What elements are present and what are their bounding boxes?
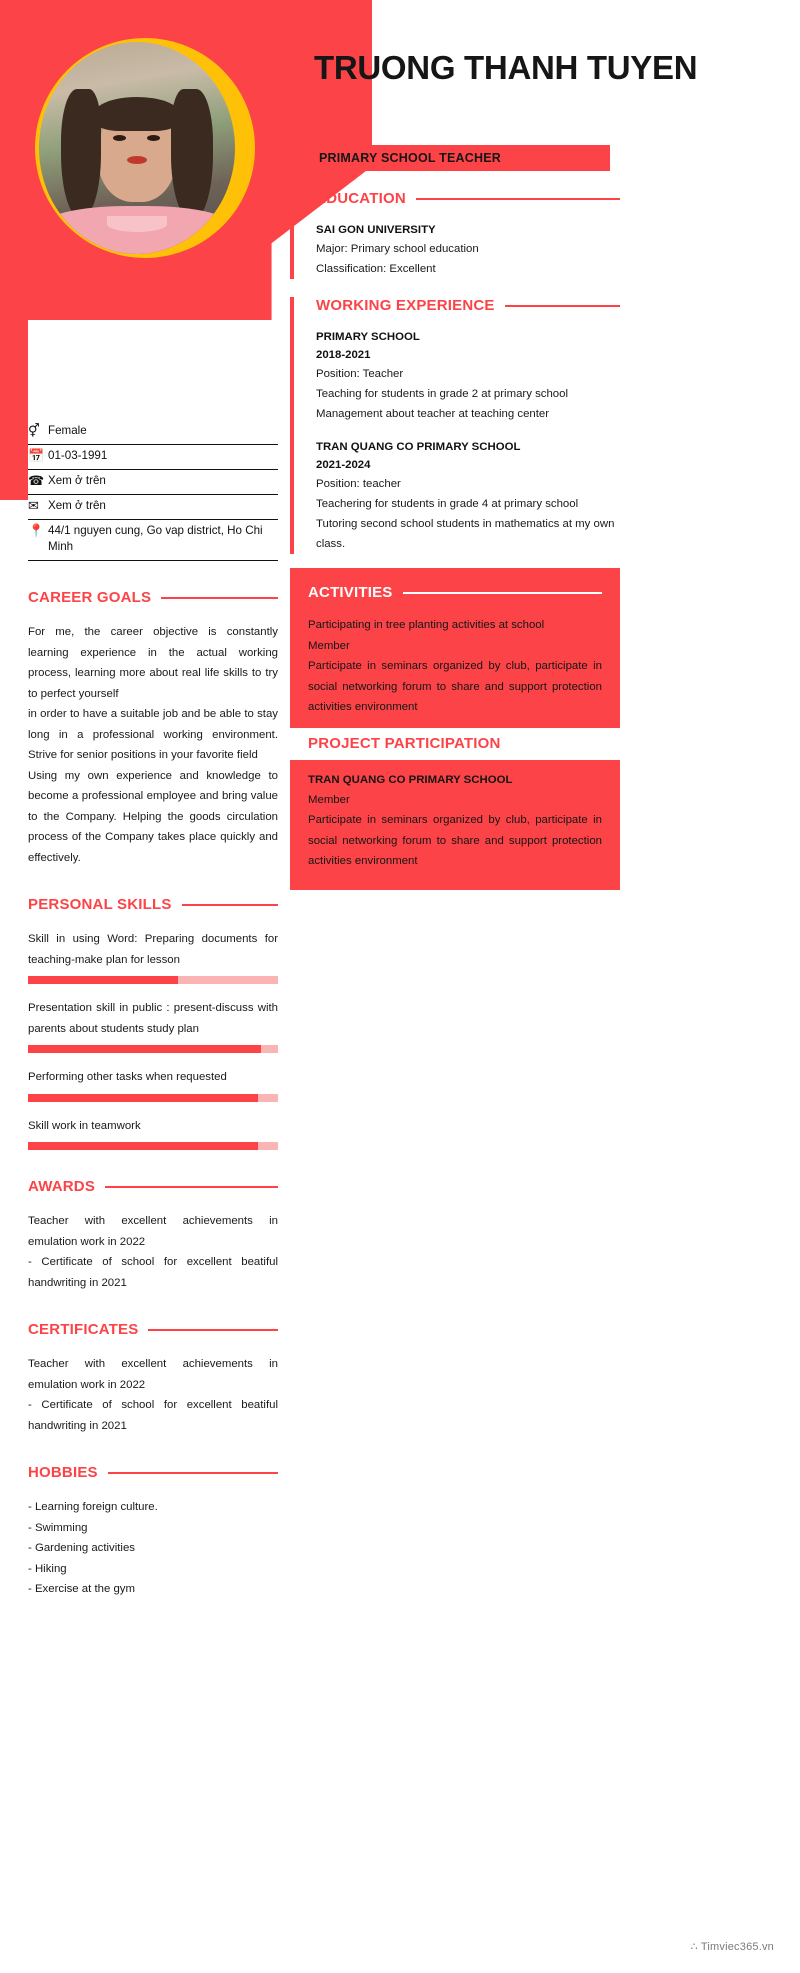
skill-bar-fill (28, 1094, 258, 1102)
experience-org: TRAN QUANG CO PRIMARY SCHOOL (316, 441, 521, 453)
section-career-goals (28, 589, 278, 868)
experience-period: 2021-2024 (316, 459, 371, 471)
skill-bar-track (28, 976, 278, 984)
paragraph: Participate in seminars organized by club, participate in social networking forum to share and support protection activities environment (308, 814, 602, 867)
contact-list (28, 420, 278, 561)
contact-value: Xem ở trên (48, 499, 106, 512)
education-accent (290, 190, 294, 279)
right-column (290, 190, 620, 890)
experience-line: Position: teacher (316, 478, 401, 490)
personal-skills-header (28, 896, 278, 913)
section-certificates (28, 1321, 278, 1436)
skill-bar-track (28, 1142, 278, 1150)
skill-item (28, 998, 278, 1053)
phone-icon: ☎ (28, 473, 45, 488)
skill-bar-track (28, 1045, 278, 1053)
activities-header (308, 584, 602, 601)
education-major: Major: Primary school education (316, 243, 479, 255)
experience-line: Tutoring second school students in mathematics at my own class. (316, 518, 615, 550)
hobbies-header (28, 1464, 278, 1481)
experience-period: 2018-2021 (316, 349, 371, 361)
awards-header (28, 1178, 278, 1195)
paragraph: - Certificate of school for excellent beatiful handwriting in 2021 (28, 1256, 278, 1289)
paragraph: For me, the career objective is constantly learning experience in the actual working process, learning more about real life skills to try to perfect yourself (28, 626, 278, 700)
career-goals-header (28, 589, 278, 606)
section-working-experience (290, 297, 620, 554)
paragraph: Using my own experience and knowledge to become a professional employee and bring value to the Company. Helping the goods circulation process of the Company takes place quickly and effectively. (28, 769, 278, 864)
hobbies-heading: HOBBIES (28, 1464, 98, 1481)
awards-heading: AWARDS (28, 1178, 96, 1195)
heading-rule (182, 904, 278, 906)
certificates-text (28, 1354, 278, 1436)
personal-skills-heading: PERSONAL SKILLS (28, 896, 172, 913)
experience-line: Position: Teacher (316, 368, 404, 380)
job-title-band (314, 145, 610, 171)
awards-text (28, 1211, 278, 1293)
hobbies-list (28, 1497, 278, 1600)
section-hobbies (28, 1464, 278, 1600)
contact-row[interactable] (28, 470, 278, 495)
education-classification: Classification: Excellent (316, 263, 436, 275)
education-header (316, 190, 620, 207)
heading-rule (105, 1186, 278, 1188)
experience-line: Teachering for students in grade 4 at primary school (316, 498, 579, 510)
skill-label: Skill work in teamwork (28, 1119, 141, 1132)
paragraph: Participate in seminars organized by club, participate in social networking forum to share and support protection activities environment (308, 660, 602, 713)
skill-bar-fill (28, 1045, 261, 1053)
education-entry (316, 221, 620, 279)
certificates-heading: CERTIFICATES (28, 1321, 139, 1338)
paragraph: Member (308, 639, 350, 652)
contact-value: 01-03-1991 (48, 449, 108, 462)
hobby-item: - Gardening activities (28, 1542, 135, 1554)
experience-entry (316, 438, 620, 554)
heading-rule (161, 597, 278, 599)
email-icon: ✉ (28, 498, 39, 513)
activities-text (308, 615, 602, 718)
career-goals-heading: CAREER GOALS (28, 589, 152, 606)
section-education (290, 190, 620, 279)
heading-rule (148, 1329, 278, 1331)
skill-item (28, 1116, 278, 1151)
contact-value: Female (48, 424, 87, 437)
skills-list (28, 929, 278, 1150)
section-personal-skills (28, 896, 278, 1150)
section-activities (290, 568, 620, 890)
contact-value: Xem ở trên (48, 474, 106, 487)
skill-item (28, 929, 278, 984)
contact-row[interactable] (28, 445, 278, 470)
contact-value: 44/1 nguyen cung, Go vap district, Ho Chi Minh (48, 524, 263, 553)
skill-label: Performing other tasks when requested (28, 1071, 227, 1083)
skill-bar-fill (28, 976, 178, 984)
left-column (28, 420, 278, 1600)
heading-rule (505, 305, 620, 307)
profile-photo (35, 38, 255, 258)
certificates-header (28, 1321, 278, 1338)
heading-rule (416, 198, 620, 200)
skill-bar-fill (28, 1142, 258, 1150)
paragraph: Member (308, 793, 350, 806)
contact-row[interactable] (28, 495, 278, 520)
hobby-item: - Swimming (28, 1521, 88, 1534)
education-heading: EDUCATION (316, 190, 406, 207)
activities-heading: ACTIVITIES (308, 584, 393, 601)
experience-entry (316, 328, 620, 424)
skill-bar-track (28, 1094, 278, 1102)
working-experience-heading: WORKING EXPERIENCE (316, 297, 495, 314)
candidate-name: TRUONG THANH TUYEN (314, 49, 698, 86)
project-participation-text (308, 790, 602, 872)
paragraph: Participating in tree planting activities at school (308, 619, 545, 631)
location-pin-icon: 📍 (28, 523, 45, 538)
career-goals-text (28, 622, 278, 868)
education-school: SAI GON UNIVERSITY (316, 224, 436, 236)
photo-image (39, 42, 235, 254)
skill-label: Presentation skill in public : present-discuss with parents about students study plan (28, 1002, 278, 1035)
experience-org: PRIMARY SCHOOL (316, 331, 420, 343)
paragraph: - Certificate of school for excellent beatiful handwriting in 2021 (28, 1399, 278, 1432)
job-title: PRIMARY SCHOOL TEACHER (319, 151, 501, 165)
paragraph: Teacher with excellent achievements in emulation work in 2022 (28, 1358, 278, 1391)
footer-brand: ∴ Timviec365.vn (690, 1941, 774, 1953)
heading-rule (403, 592, 602, 594)
experience-line: Teaching for students in grade 2 at primary school (316, 388, 568, 400)
contact-row[interactable] (28, 520, 278, 561)
experience-line: Management about teacher at teaching center (316, 408, 550, 420)
section-awards (28, 1178, 278, 1293)
skill-item (28, 1067, 278, 1102)
working-experience-accent (290, 297, 294, 554)
hobby-item: - Exercise at the gym (28, 1583, 135, 1595)
skill-label: Skill in using Word: Preparing documents for teaching-make plan for lesson (28, 933, 278, 966)
project-participation-heading: PROJECT PARTICIPATION (308, 734, 501, 752)
paragraph: in order to have a suitable job and be able to stay long in a professional working environment. Strive for senior positions in your favorite field (28, 708, 278, 761)
hobby-item: - Hiking (28, 1562, 67, 1575)
working-experience-list (316, 328, 620, 554)
project-participation-band (290, 728, 620, 760)
contact-row[interactable] (28, 420, 278, 445)
heading-rule (108, 1472, 278, 1474)
hobby-item: - Learning foreign culture. (28, 1501, 158, 1513)
working-experience-header (316, 297, 620, 314)
calendar-icon: 📅 (28, 448, 45, 463)
paragraph: Teacher with excellent achievements in emulation work in 2022 (28, 1215, 278, 1248)
left-red-accent-bar (0, 320, 28, 500)
project-participation-org: TRAN QUANG CO PRIMARY SCHOOL (308, 773, 513, 786)
gender-icon: ⚥ (28, 423, 40, 438)
